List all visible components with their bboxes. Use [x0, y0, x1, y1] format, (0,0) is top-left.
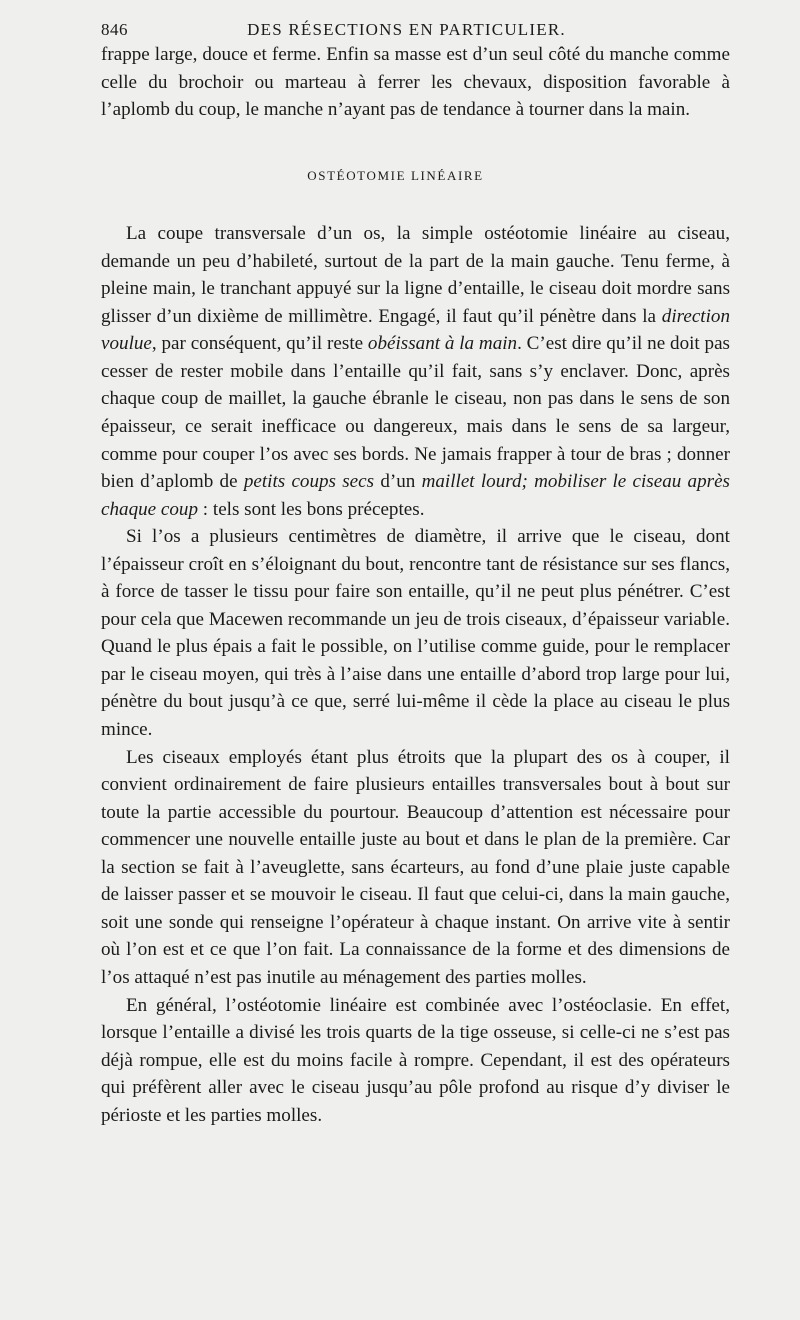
paragraph-osteoclasie: En général, l’ostéotomie linéaire est combinée avec l’ostéoclasie. En effet, lorsque l’entaille a divisé les trois quarts de la tige osseuse, si celle-ci ne s’est pas déjà rompue, elle est du moins facile à rompre. Cependant, il est des opérateurs qui préfèrent aller avec le ciseau jusqu’au pôle profond au risque d’y diviser le périoste et les parties molles. [101, 994, 730, 1126]
text-run: d’un [374, 471, 422, 493]
intro-paragraph: frappe large, douce et ferme. Enfin sa masse est d’un seul côté du manche comme celle du brochoir ou marteau à ferrer les chevaux, disposition favorable à l’aplomb du coup, le manche n’ayant pas de tendance à tourner dans la main. [101, 44, 730, 121]
paragraph-coupe-transversale [101, 220, 730, 523]
text-run: La coupe transversale d’un os, la simple ostéotomie linéaire au ciseau, demande un peu d’habileté, surtout de la part de la main gauche. Tenu ferme, à pleine main, le tranchant appuyé sur la ligne d’entaille, le ciseau doit mordre sans glisser d’un dixième de millimètre. Engagé, il faut qu’il pénètre dans la [101, 223, 730, 327]
emphasis-petits-coups: petits coups secs [243, 471, 375, 493]
text-run: : tels sont les bons préceptes. [198, 498, 425, 520]
paragraph-macewen: Si l’os a plusieurs centimètres de diamètre, il arrive que le ciseau, dont l’épaisseur croît en s’éloignant du bout, rencontre tant de résistance sur ses flancs, à force de tasser le tissu pour faire son entaille, qu’il ne peut plus pénétrer. C’est pour cela que Macewen recommande un jeu de trois ciseaux, d’épaisseur variable. Quand le plus épais a fait le possible, on l’utilise comme guide, pour le remplacer par le ciseau moyen, qui très à l’aise dans une entaille d’abord trop large pour lui, pénètre du bout jusqu’à ce que, serré lui-même il cède la place au ciseau le plus mince. [101, 526, 730, 741]
page-number: 846 [101, 20, 128, 39]
paragraph-entailles: Les ciseaux employés étant plus étroits que la plupart des os à couper, il convient ordinairement de faire plusieurs entailles transversales bout à bout sur toute la partie accessible du pourtour. Beaucoup d’attention est nécessaire pour commencer une nouvelle entaille juste au bout et dans le plan de la première. Car la section se fait à l’aveuglette, sans écarteurs, au fond d’une plaie juste capable de laisser passer et se mouvoir le ciseau. Il faut que celui-ci, dans la main gauche, soit une sonde qui renseigne l’opérateur à chaque instant. On arrive vite à sentir où l’on est et ce que l’on fait. La connaissance de la forme et des dimensions de l’os attaqué n’est pas inutile au ménagement des parties molles. [101, 746, 730, 988]
text-run: , par conséquent, qu’il reste [151, 333, 368, 355]
text-run: . C’est dire qu’il ne doit pas cesser de rester mobile dans l’entaille qu’il fait, sans s’y enclaver. Donc, après chaque coup de maillet, la gauche ébranle le ciseau, non pas dans le sens de son épaisseur, ce serait inefficace ou dangereux, mais dans le sens de sa largeur, comme pour couper l’os avec ses bords. Ne jamais frapper à tour de bras ; donner bien d’aplomb de [101, 333, 730, 493]
running-head [101, 0, 730, 39]
section-heading: OSTÉOTOMIE LINÉAIRE [307, 167, 484, 183]
emphasis-obeissant: obéissant à la main [367, 333, 518, 355]
running-title: DES RÉSECTIONS EN PARTICULIER. [247, 20, 566, 39]
body-text [101, 41, 730, 1129]
emphasis-maillet-lourd: maillet lourd; mobiliser le ciseau après chaque coup [101, 471, 730, 520]
emphasis-direction-voulue: direction voulue [101, 305, 730, 355]
